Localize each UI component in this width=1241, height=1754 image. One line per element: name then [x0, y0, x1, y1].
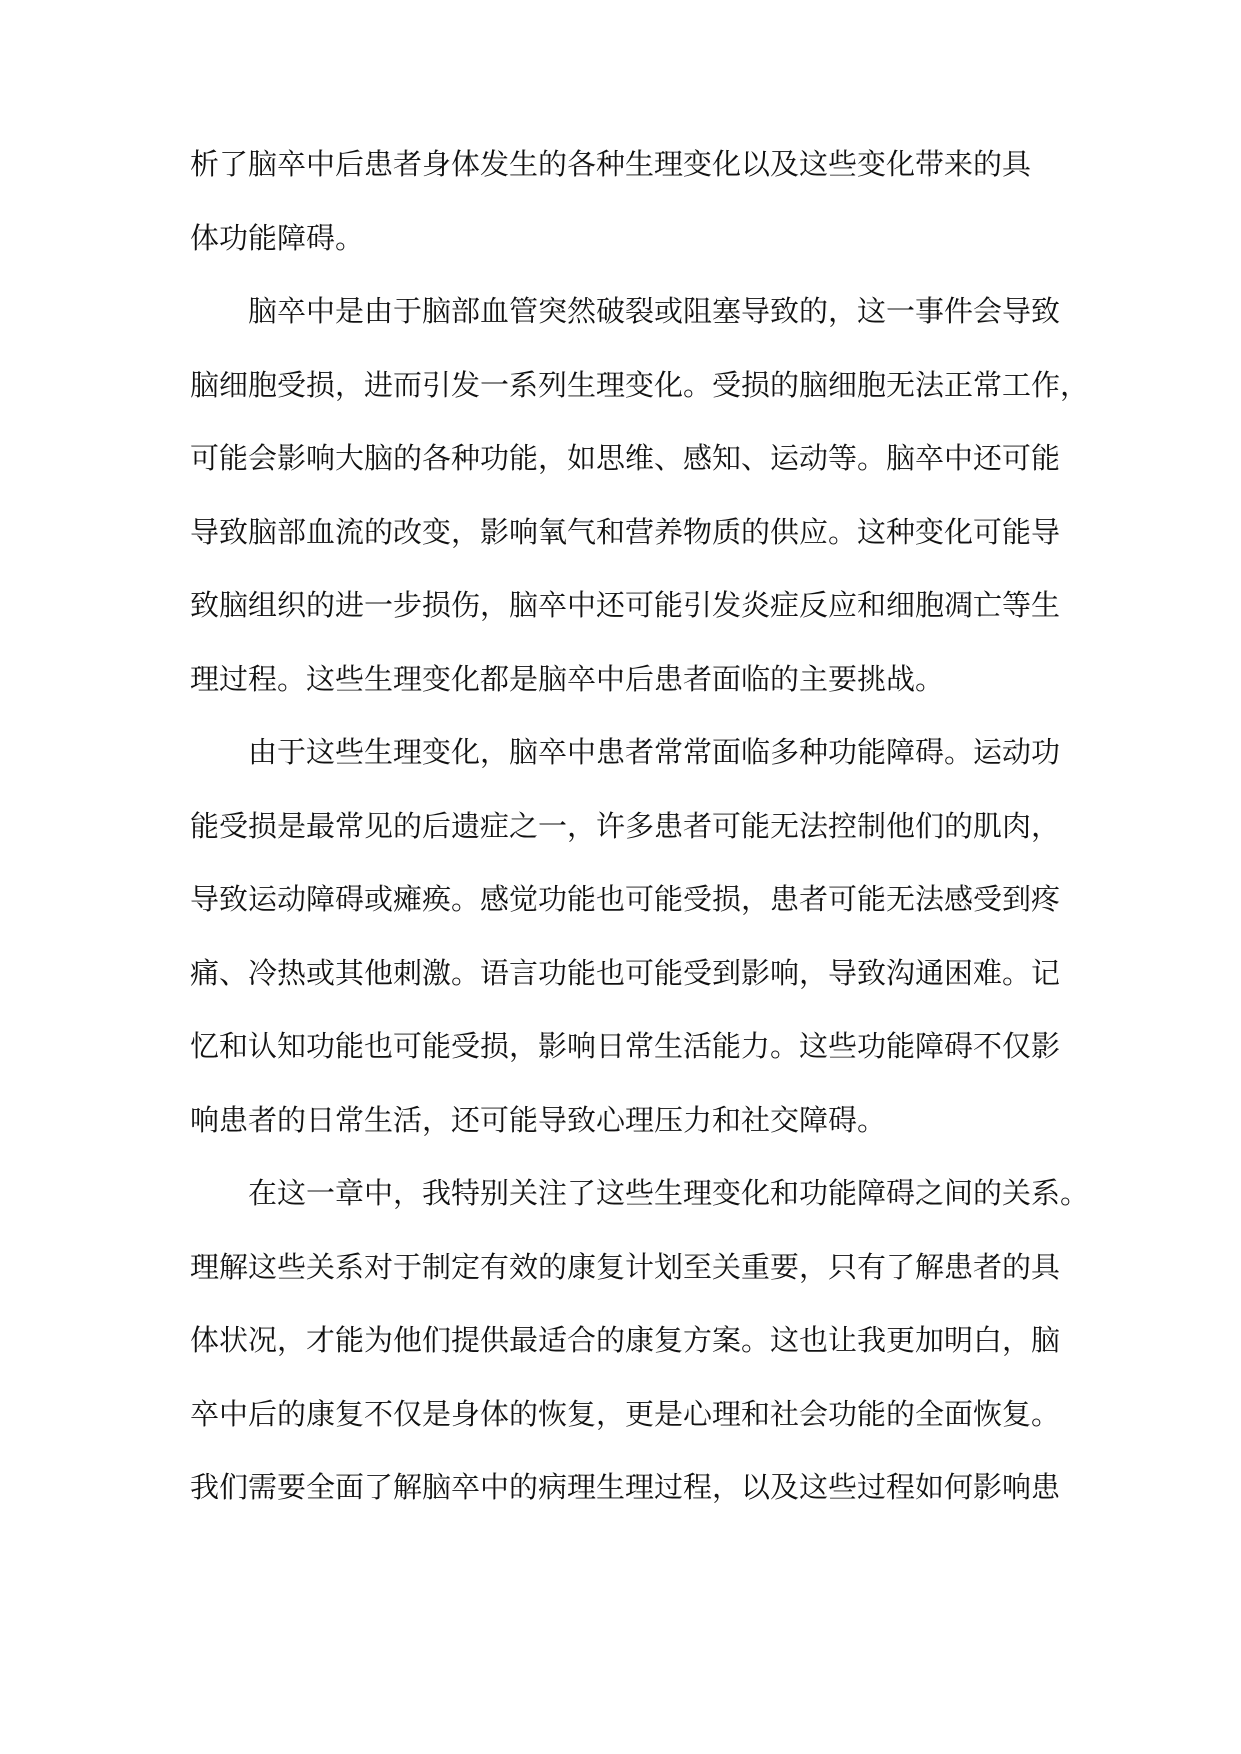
text-line: 卒中后的康复不仅是身体的恢复，更是心理和社会功能的全面恢复。 — [190, 1396, 1061, 1431]
paragraph-start-line: 由于这些生理变化，脑卒中患者常常面临多种功能障碍。运动功 — [248, 735, 1061, 769]
text-line: 能受损是最常见的后遗症之一，许多患者可能无法控制他们的肌肉， — [190, 808, 1061, 843]
text-line: 理过程。这些生理变化都是脑卒中后患者面临的主要挑战。 — [190, 661, 945, 696]
text-line: 导致脑部血流的改变，影响氧气和营养物质的供应。这种变化可能导 — [190, 514, 1061, 549]
text-line: 响患者的日常生活，还可能导致心理压力和社交障碍。 — [190, 1102, 887, 1137]
text-line: 脑细胞受损，进而引发一系列生理变化。受损的脑细胞无法正常工作， — [190, 367, 1090, 402]
body-text — [190, 128, 1090, 1525]
text-line: 体状况，才能为他们提供最适合的康复方案。这也让我更加明白，脑 — [190, 1323, 1061, 1357]
text-line: 理解这些关系对于制定有效的康复计划至关重要，只有了解患者的具 — [190, 1249, 1061, 1284]
text-line: 可能会影响大脑的各种功能，如思维、感知、运动等。脑卒中还可能 — [190, 441, 1061, 475]
text-line: 痛、冷热或其他刺激。语言功能也可能受到影响，导致沟通困难。记 — [190, 955, 1061, 990]
paragraph-start-line: 在这一章中，我特别关注了这些生理变化和功能障碍之间的关系。 — [248, 1176, 1090, 1210]
text-line: 忆和认知功能也可能受损，影响日常生活能力。这些功能障碍不仅影 — [190, 1029, 1061, 1063]
paragraph-start-line: 脑卒中是由于脑部血管突然破裂或阻塞导致的，这一事件会导致 — [248, 294, 1061, 328]
text-line: 我们需要全面了解脑卒中的病理生理过程，以及这些过程如何影响患 — [190, 1470, 1061, 1504]
text-line: 析了脑卒中后患者身体发生的各种生理变化以及这些变化带来的具 — [190, 147, 1032, 181]
text-line: 体功能障碍。 — [190, 220, 365, 255]
text-line: 致脑组织的进一步损伤，脑卒中还可能引发炎症反应和细胞凋亡等生 — [190, 588, 1061, 622]
text-line: 导致运动障碍或瘫痪。感觉功能也可能受损，患者可能无法感受到疼 — [190, 882, 1061, 916]
